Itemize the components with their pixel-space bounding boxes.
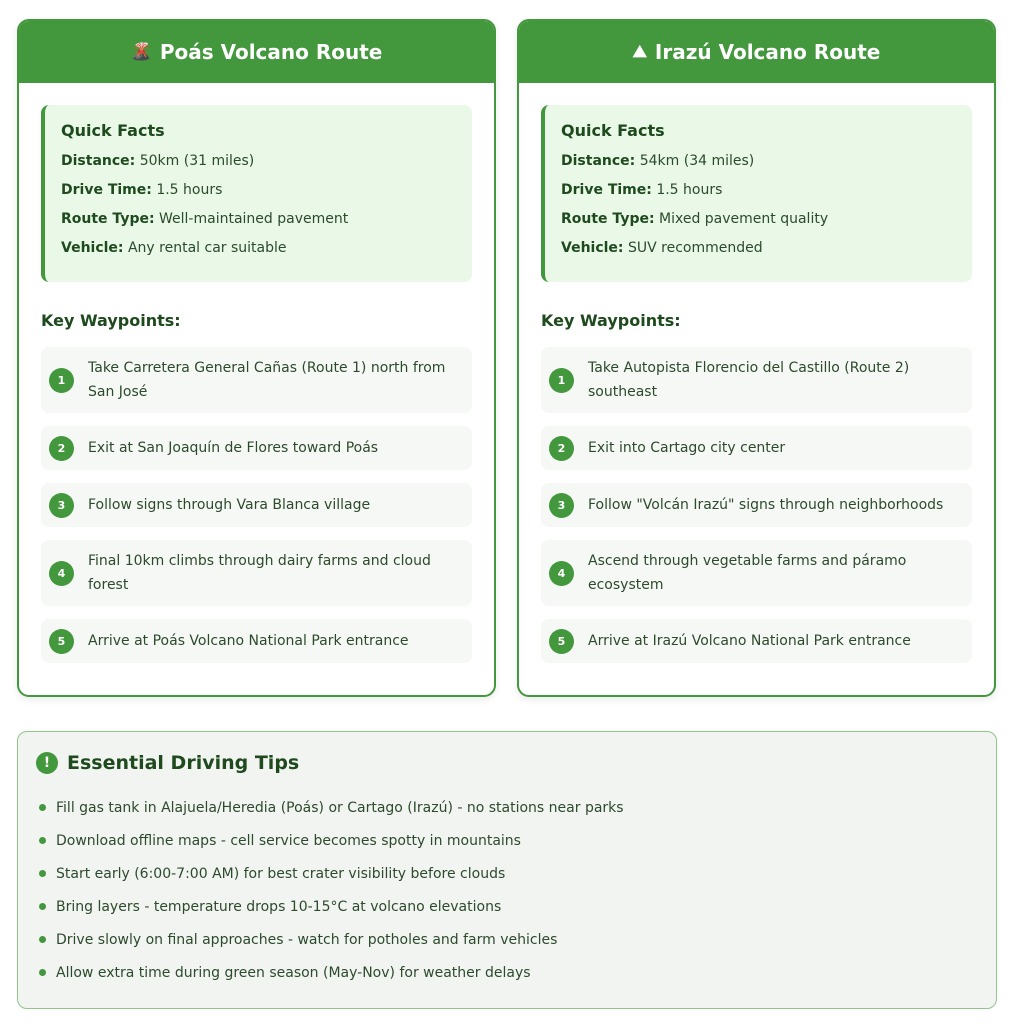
tip-item: Drive slowly on final approaches - watch for potholes and farm vehicles — [36, 923, 996, 956]
waypoint-item: 5 Arrive at Poás Volcano National Park entrance — [41, 619, 472, 663]
route-title: Poás Volcano Route — [159, 40, 383, 64]
step-number-badge: 5 — [49, 629, 74, 654]
card-header — [19, 21, 494, 83]
fact-route-type: Route Type: Mixed pavement quality — [561, 211, 829, 227]
card-header — [519, 21, 994, 83]
fact-distance: Distance: 50km (31 miles) — [61, 153, 255, 169]
waypoint-item: 1 Take Carretera General Cañas (Route 1) north from San José — [41, 347, 472, 413]
tip-item: Bring layers - temperature drops 10-15°C at volcano elevations — [36, 890, 996, 923]
route-title: Irazú Volcano Route — [654, 40, 881, 64]
waypoints-title: Key Waypoints: — [541, 311, 681, 330]
driving-tips-panel — [17, 731, 997, 1009]
exclamation-icon: ! — [36, 752, 58, 774]
waypoint-item: 1 Take Autopista Florencio del Castillo (Route 2) southeast — [541, 347, 972, 413]
waypoints-list — [541, 347, 972, 676]
route-card-irazu — [517, 19, 996, 697]
routes-container — [17, 19, 997, 697]
step-number-badge: 4 — [49, 561, 74, 586]
waypoints-list — [41, 347, 472, 676]
fact-drive-time: Drive Time: 1.5 hours — [61, 182, 223, 198]
step-number-badge: 3 — [549, 493, 574, 518]
volcano-icon: 🌋 — [130, 42, 152, 62]
bullet-icon — [39, 870, 46, 877]
fact-vehicle: Vehicle: Any rental car suitable — [61, 240, 287, 256]
step-number-badge: 3 — [49, 493, 74, 518]
step-number-badge: 1 — [49, 368, 74, 393]
waypoint-item: 4 Final 10km climbs through dairy farms and cloud forest — [41, 540, 472, 606]
bullet-icon — [39, 837, 46, 844]
bullet-icon — [39, 903, 46, 910]
route-card-poas — [17, 19, 496, 697]
bullet-icon — [39, 969, 46, 976]
waypoints-title: Key Waypoints: — [41, 311, 181, 330]
mountain-icon: ⛰ — [632, 42, 647, 62]
bullet-icon — [39, 804, 46, 811]
waypoint-item: 3 Follow "Volcán Irazú" signs through neighborhoods — [541, 483, 972, 527]
tips-header — [36, 752, 996, 774]
step-number-badge: 1 — [549, 368, 574, 393]
waypoint-item: 2 Exit at San Joaquín de Flores toward Poás — [41, 426, 472, 470]
quick-facts-title: Quick Facts — [61, 121, 165, 140]
waypoint-item: 5 Arrive at Irazú Volcano National Park entrance — [541, 619, 972, 663]
fact-vehicle: Vehicle: SUV recommended — [561, 240, 763, 256]
step-number-badge: 2 — [549, 436, 574, 461]
tips-title: Essential Driving Tips — [67, 752, 300, 774]
fact-drive-time: Drive Time: 1.5 hours — [561, 182, 723, 198]
quick-facts-title: Quick Facts — [561, 121, 665, 140]
waypoint-item: 4 Ascend through vegetable farms and páramo ecosystem — [541, 540, 972, 606]
fact-distance: Distance: 54km (34 miles) — [561, 153, 755, 169]
tip-item: Start early (6:00-7:00 AM) for best crater visibility before clouds — [36, 857, 996, 890]
bullet-icon — [39, 936, 46, 943]
step-number-badge: 5 — [549, 629, 574, 654]
fact-route-type: Route Type: Well-maintained pavement — [61, 211, 349, 227]
step-number-badge: 2 — [49, 436, 74, 461]
step-number-badge: 4 — [549, 561, 574, 586]
tip-item: Fill gas tank in Alajuela/Heredia (Poás) or Cartago (Irazú) - no stations near parks — [36, 791, 996, 824]
quick-facts-box — [41, 105, 472, 282]
waypoint-item: 2 Exit into Cartago city center — [541, 426, 972, 470]
quick-facts-box — [541, 105, 972, 282]
tip-item: Allow extra time during green season (May-Nov) for weather delays — [36, 956, 996, 989]
waypoint-item: 3 Follow signs through Vara Blanca village — [41, 483, 472, 527]
tip-item: Download offline maps - cell service becomes spotty in mountains — [36, 824, 996, 857]
